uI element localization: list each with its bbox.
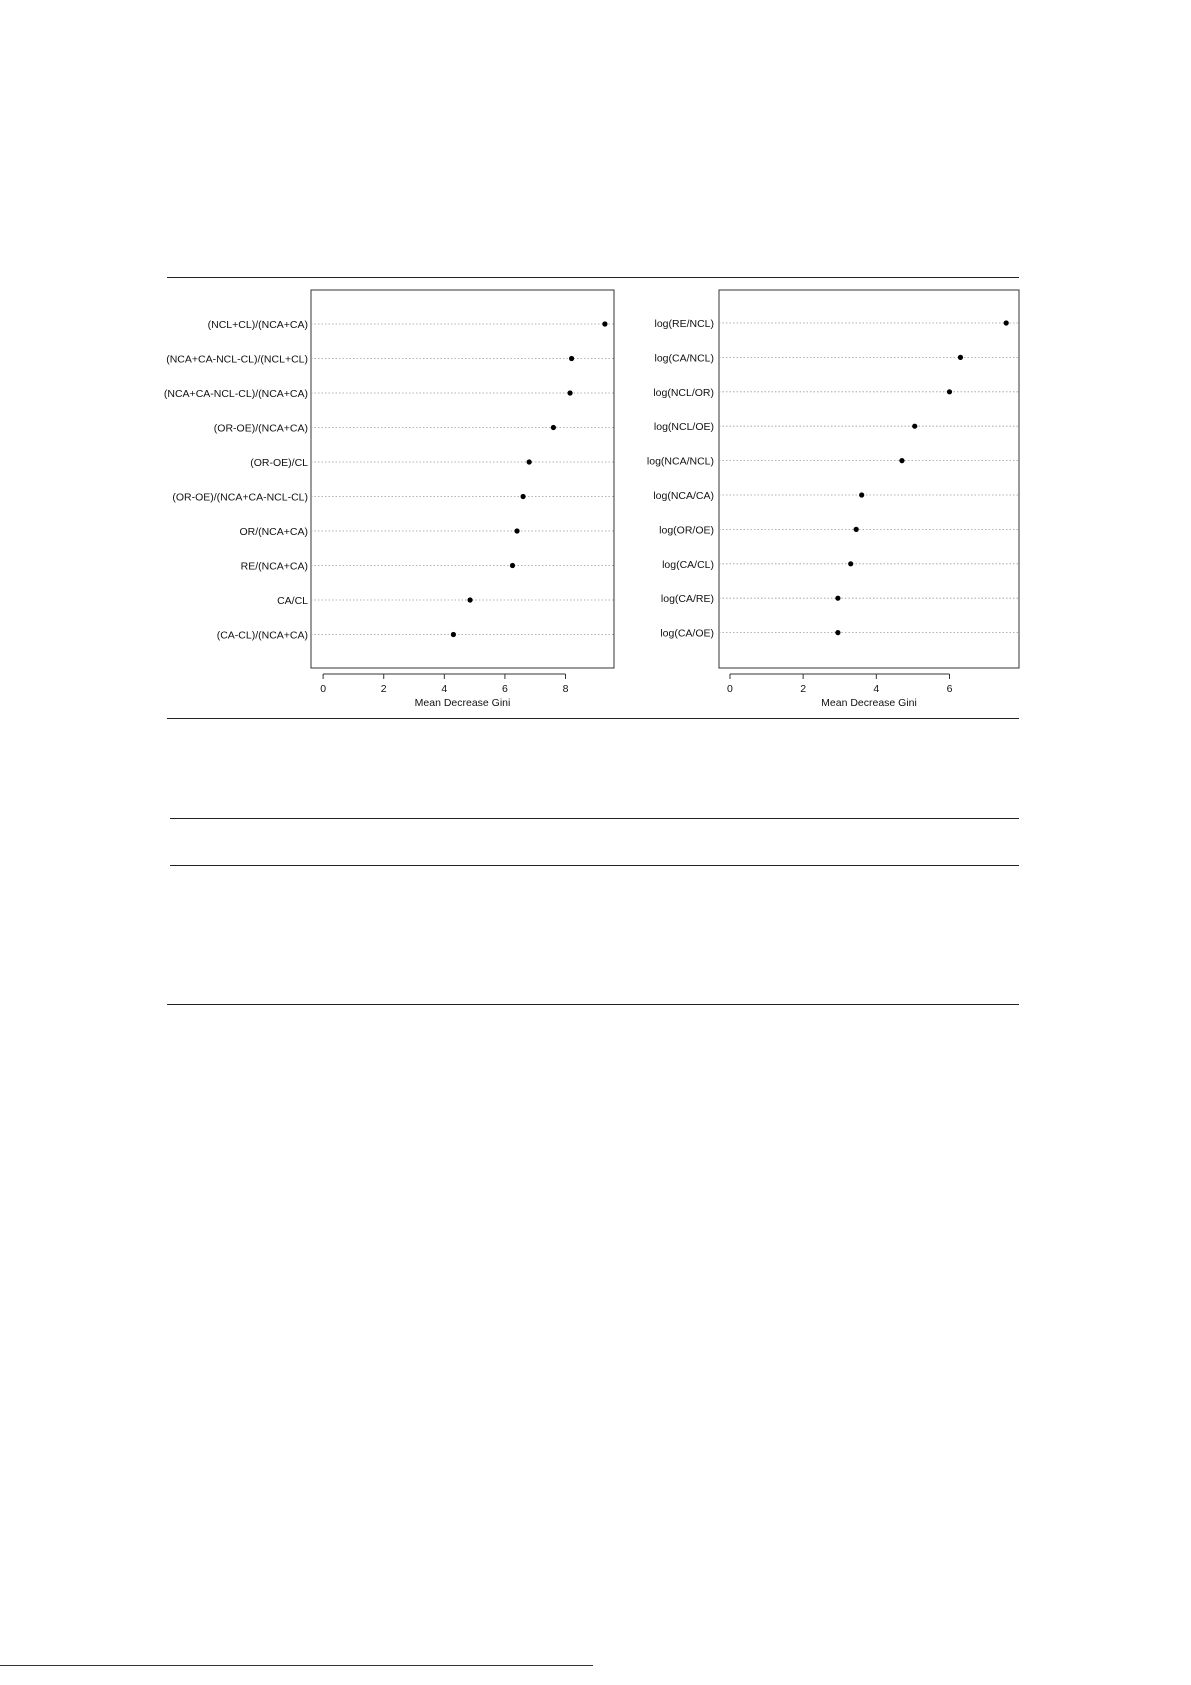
category-label: (OR-OE)/(NCA+CA): [213, 422, 308, 435]
category-label: log(OR/OE): [659, 524, 714, 537]
category-label: log(NCA/CA): [653, 490, 714, 502]
x-tick-label: 4: [441, 683, 448, 695]
x-tick-label: 2: [800, 683, 807, 695]
data-point: [912, 424, 917, 429]
x-tick-label: 4: [873, 683, 880, 695]
x-axis-label: Mean Decrease Gini: [821, 697, 917, 709]
data-point: [848, 561, 853, 566]
data-point: [835, 596, 840, 601]
data-point: [835, 630, 840, 635]
category-label: (NCA+CA-NCL-CL)/(NCA+CA): [163, 388, 308, 400]
category-label: log(CA/OE): [660, 627, 714, 640]
data-point: [1004, 320, 1009, 325]
data-point: [947, 389, 952, 394]
category-label: (OR-OE)/CL: [250, 457, 308, 469]
category-label: (NCA+CA-NCL-CL)/(NCL+CL): [166, 353, 308, 366]
plot-frame: [311, 290, 614, 668]
data-point: [514, 528, 519, 533]
x-tick-label: 2: [380, 683, 387, 695]
data-point: [521, 494, 526, 499]
data-point: [854, 527, 859, 532]
category-label: log(CA/NCL): [654, 352, 714, 365]
category-label: log(NCL/OR): [653, 386, 714, 399]
category-label: (NCL+CL)/(NCA+CA): [207, 319, 308, 331]
category-label: CA/CL: [277, 595, 308, 607]
data-point: [567, 390, 572, 395]
data-point: [859, 492, 864, 497]
x-tick-label: 8: [562, 683, 569, 695]
data-point: [602, 321, 607, 326]
x-axis-label: Mean Decrease Gini: [414, 697, 511, 709]
category-label: RE/(NCA+CA): [240, 560, 308, 573]
chart-panel-2: [647, 290, 1019, 709]
data-point: [451, 632, 456, 637]
category-label: log(RE/NCL): [654, 318, 714, 330]
x-tick-label: 0: [320, 683, 327, 695]
category-label: OR/(NCA+CA): [239, 526, 308, 538]
data-point: [899, 458, 904, 463]
chart-panel-1: [164, 290, 614, 709]
data-point: [551, 425, 556, 430]
category-label: log(CA/CL): [662, 558, 714, 571]
plot-frame: [719, 290, 1019, 668]
category-label: (OR-OE)/(NCA+CA-NCL-CL): [172, 491, 308, 504]
data-point: [569, 356, 574, 361]
category-label: log(CA/RE): [660, 593, 714, 606]
category-label: (CA-CL)/(NCA+CA): [216, 629, 308, 642]
data-point: [958, 355, 963, 360]
x-tick-label: 0: [727, 683, 733, 695]
data-point: [527, 459, 532, 464]
x-tick-label: 6: [946, 683, 953, 695]
data-point: [510, 563, 515, 568]
x-tick-label: 6: [501, 683, 508, 695]
data-point: [467, 597, 472, 602]
category-label: log(NCL/OE): [653, 421, 714, 434]
category-label: log(NCA/NCL): [646, 455, 714, 468]
